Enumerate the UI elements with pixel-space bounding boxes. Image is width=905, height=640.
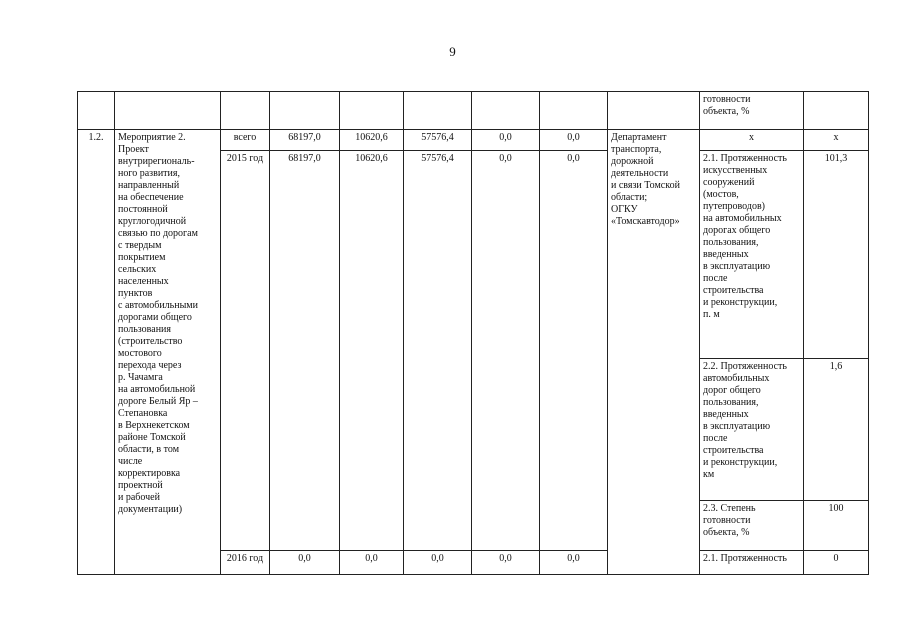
cell-empty <box>270 92 340 130</box>
cell-empty <box>540 92 608 130</box>
program-measures-table <box>77 91 869 575</box>
indicator-label: 2.3. Степень готовности объекта, % <box>700 501 804 551</box>
y2015-regional: 57576,4 <box>404 151 472 551</box>
indicator-value: 101,3 <box>804 151 869 359</box>
period-2016: 2016 год <box>221 551 270 575</box>
cell-empty <box>472 92 540 130</box>
y2016-indicator: 2.1. Протяженность <box>700 551 804 575</box>
total-local: 0,0 <box>472 130 540 151</box>
y2015-other: 0,0 <box>540 151 608 551</box>
period-total: всего <box>221 130 270 151</box>
y2015-amount: 68197,0 <box>270 151 340 551</box>
indicator-label: 2.1. Протяженность искусственных сооружений (мостов, путепроводов) на автомобильных дорогах общего пользования, введенных в эксплуатацию после строительства и реконструкции, п. м <box>700 151 804 359</box>
y2016-amount: 0,0 <box>270 551 340 575</box>
carryover-indicator: готовности объекта, % <box>700 92 804 130</box>
period-2015: 2015 год <box>221 151 270 551</box>
carryover-row <box>78 92 869 130</box>
cell-empty <box>115 92 221 130</box>
y2015-local: 0,0 <box>472 151 540 551</box>
y2016-federal: 0,0 <box>340 551 404 575</box>
y2016-regional: 0,0 <box>404 551 472 575</box>
cell-empty <box>804 92 869 130</box>
cell-empty <box>608 92 700 130</box>
total-other: 0,0 <box>540 130 608 151</box>
indicator-value: 1,6 <box>804 359 869 501</box>
executor: Департамент транспорта, дорожной деятельности и связи Томской области; ОГКУ «Томскавтодор» <box>608 130 700 575</box>
y2016-local: 0,0 <box>472 551 540 575</box>
indicator-value: 100 <box>804 501 869 551</box>
total-row <box>78 130 869 151</box>
y2016-other: 0,0 <box>540 551 608 575</box>
total-amount: 68197,0 <box>270 130 340 151</box>
total-indicator: х <box>700 130 804 151</box>
y2015-federal: 10620,6 <box>340 151 404 551</box>
cell-empty <box>221 92 270 130</box>
measure-description: Мероприятие 2. Проект внутрирегиональ- ного развития, направленный на обеспечение постоянной круглогодичной связью по дорогам с твердым покрытием сельских населенных пунктов с автомобильными дорогами общего пользования (строительство мостового перехода через р. Чачамга на автомобильной дороге Белый Яр – Степановка в Верхнекетском районе Томской области, в том числе корректировка проектной и рабочей документации) <box>115 130 221 575</box>
cell-empty <box>404 92 472 130</box>
cell-empty <box>340 92 404 130</box>
row-number: 1.2. <box>78 130 115 575</box>
total-regional: 57576,4 <box>404 130 472 151</box>
y2016-indicator-value: 0 <box>804 551 869 575</box>
total-indicator-value: х <box>804 130 869 151</box>
indicator-label: 2.2. Протяженность автомобильных дорог общего пользования, введенных в эксплуатацию после строительства и реконструкции, км <box>700 359 804 501</box>
cell-empty <box>78 92 115 130</box>
page-number: 9 <box>449 44 456 59</box>
total-federal: 10620,6 <box>340 130 404 151</box>
